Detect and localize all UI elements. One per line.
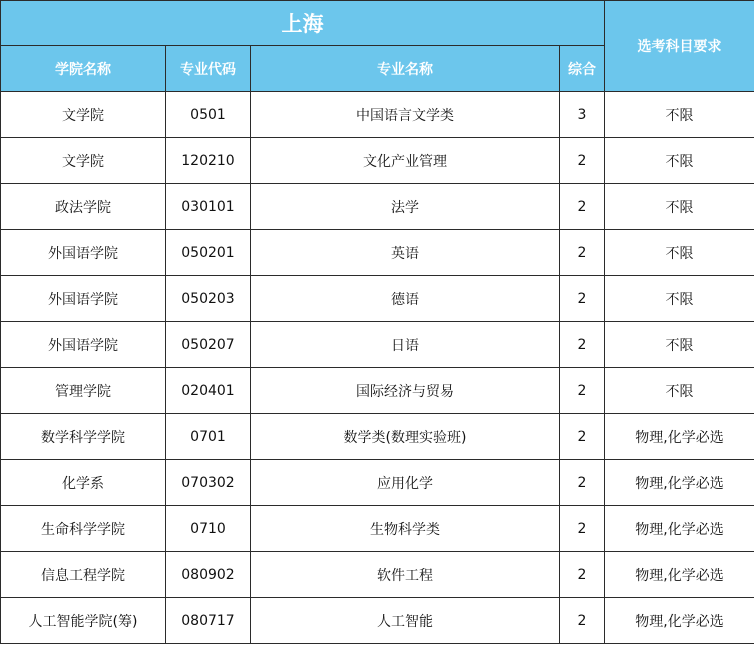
major-name-cell: 法学	[251, 184, 560, 230]
subject-requirement-cell: 不限	[605, 368, 754, 414]
subject-requirement-cell: 物理,化学必选	[605, 460, 754, 506]
table-row	[1, 414, 754, 460]
college-cell: 文学院	[1, 92, 166, 138]
college-cell: 化学系	[1, 460, 166, 506]
table-row	[1, 506, 754, 552]
comprehensive-cell: 2	[560, 322, 605, 368]
subject-requirement-cell: 物理,化学必选	[605, 552, 754, 598]
major-code-cell: 050207	[166, 322, 251, 368]
requirement-header: 选考科目要求	[605, 1, 754, 92]
college-cell: 数学科学学院	[1, 414, 166, 460]
major-code-cell: 030101	[166, 184, 251, 230]
table-row	[1, 230, 754, 276]
college-cell: 文学院	[1, 138, 166, 184]
region-title: 上海	[1, 1, 605, 46]
major-code-cell: 020401	[166, 368, 251, 414]
table-row	[1, 552, 754, 598]
comprehensive-cell: 2	[560, 460, 605, 506]
table-row	[1, 598, 754, 644]
comprehensive-cell: 2	[560, 552, 605, 598]
college-cell: 生命科学学院	[1, 506, 166, 552]
major-name-cell: 英语	[251, 230, 560, 276]
code-header: 专业代码	[166, 46, 251, 92]
college-header: 学院名称	[1, 46, 166, 92]
subject-requirement-cell: 物理,化学必选	[605, 598, 754, 644]
subject-requirement-cell: 不限	[605, 322, 754, 368]
major-code-cell: 120210	[166, 138, 251, 184]
table-body	[1, 92, 754, 644]
comprehensive-header: 综合	[560, 46, 605, 92]
major-code-cell: 080717	[166, 598, 251, 644]
major-code-cell: 0701	[166, 414, 251, 460]
comprehensive-cell: 2	[560, 598, 605, 644]
college-cell: 管理学院	[1, 368, 166, 414]
subject-requirement-cell: 物理,化学必选	[605, 506, 754, 552]
major-name-cell: 软件工程	[251, 552, 560, 598]
major-code-cell: 050201	[166, 230, 251, 276]
college-cell: 外国语学院	[1, 276, 166, 322]
subject-requirement-cell: 物理,化学必选	[605, 414, 754, 460]
table-row	[1, 368, 754, 414]
subject-requirement-cell: 不限	[605, 138, 754, 184]
college-cell: 信息工程学院	[1, 552, 166, 598]
table-row	[1, 276, 754, 322]
college-cell: 政法学院	[1, 184, 166, 230]
major-name-cell: 德语	[251, 276, 560, 322]
major-name-cell: 应用化学	[251, 460, 560, 506]
major-name-cell: 生物科学类	[251, 506, 560, 552]
major-code-cell: 070302	[166, 460, 251, 506]
subject-requirement-cell: 不限	[605, 92, 754, 138]
subject-requirement-cell: 不限	[605, 276, 754, 322]
college-cell: 外国语学院	[1, 322, 166, 368]
major-name-cell: 国际经济与贸易	[251, 368, 560, 414]
major-header: 专业名称	[251, 46, 560, 92]
subject-requirement-cell: 不限	[605, 230, 754, 276]
major-name-cell: 日语	[251, 322, 560, 368]
major-code-cell: 050203	[166, 276, 251, 322]
college-cell: 外国语学院	[1, 230, 166, 276]
table-row	[1, 460, 754, 506]
comprehensive-cell: 2	[560, 368, 605, 414]
major-code-cell: 080902	[166, 552, 251, 598]
major-code-cell: 0710	[166, 506, 251, 552]
major-name-cell: 数学类(数理实验班)	[251, 414, 560, 460]
comprehensive-cell: 2	[560, 276, 605, 322]
table-row	[1, 92, 754, 138]
comprehensive-cell: 2	[560, 506, 605, 552]
comprehensive-cell: 2	[560, 230, 605, 276]
table-row	[1, 322, 754, 368]
comprehensive-cell: 3	[560, 92, 605, 138]
subject-requirement-cell: 不限	[605, 184, 754, 230]
major-name-cell: 人工智能	[251, 598, 560, 644]
major-name-cell: 文化产业管理	[251, 138, 560, 184]
comprehensive-cell: 2	[560, 414, 605, 460]
college-cell: 人工智能学院(筹)	[1, 598, 166, 644]
comprehensive-cell: 2	[560, 138, 605, 184]
comprehensive-cell: 2	[560, 184, 605, 230]
table-row	[1, 184, 754, 230]
major-code-cell: 0501	[166, 92, 251, 138]
table-row	[1, 138, 754, 184]
major-name-cell: 中国语言文学类	[251, 92, 560, 138]
